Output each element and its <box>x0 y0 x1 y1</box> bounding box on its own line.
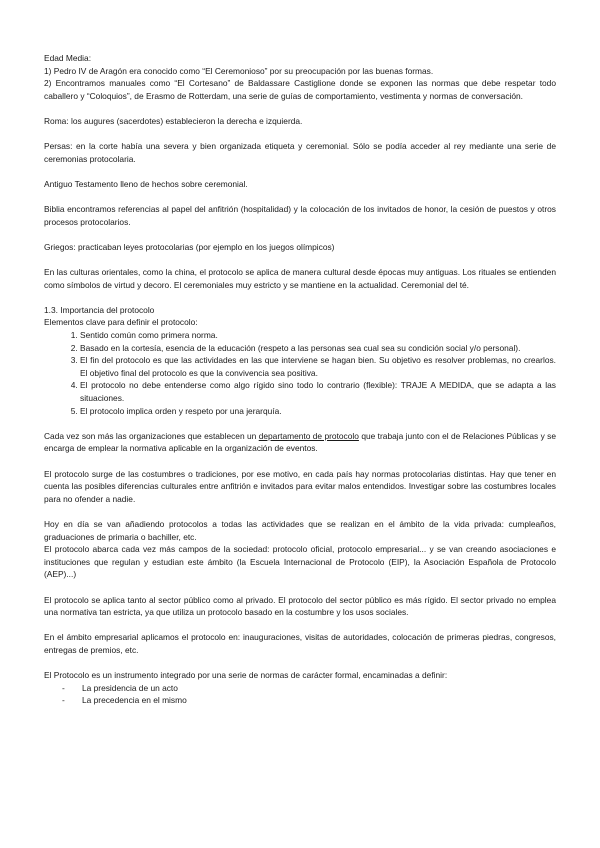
roma-paragraph: Roma: los augures (sacerdotes) establecieron la derecha e izquierda. <box>44 115 303 126</box>
griegos-paragraph: Griegos: practicaban leyes protocolarias (por ejemplo en los juegos olímpicos) <box>44 241 335 252</box>
antiguo-testamento-paragraph: Antiguo Testamento lleno de hechos sobre ceremonial. <box>44 178 248 189</box>
vida-privada-paragraph: Hoy en día se van añadiendo protocolos a todas las actividades que se realizan en el ámbito de la vida privada: cumpleaños, graduaciones de primaria o bachiller, etc. <box>44 518 556 542</box>
list-item: 5. El protocolo implica orden y respeto por una jerarquía. <box>80 405 556 418</box>
campos-paragraph: El protocolo abarca cada vez más campos de la sociedad: protocolo oficial, protocolo empresarial... y se van creando asociaciones e instituciones que regulan y estudian este ámbito (la Escuela Internacional de Protocolo (EIP), la Asociación Española de Protocolo (AEP)...) <box>44 544 556 580</box>
culturas-orientales-paragraph: En las culturas orientales, como la china, el protocolo se aplica de manera cultural desde épocas muy antiguas. Los rituales se entienden como símbolos de virtud y decoro. El ceremoniales muy estricto y se mantiene en la actualidad. Ceremonial del té. <box>44 267 556 290</box>
edad-media-line-2: 2) Encontramos manuales como “El Cortesano” de Baldassare Castiglione donde se exponen las normas que debe respetar todo caballero y “Coloquios”, de Erasmo de Rotterdam, una serie de guías de comportamiento, vestimenta y normas de conversación. <box>44 78 556 101</box>
edad-media-heading: Edad Media: <box>44 53 92 63</box>
list-item: 1. Sentido común como primera norma. <box>80 329 556 342</box>
persas-paragraph: Persas: en la corte había una severa y bien organizada etiqueta y ceremonial. Sólo se podía acceder al rey mediante una serie de ceremonias protocolaria. <box>44 141 556 164</box>
costumbres-paragraph: El protocolo surge de las costumbres o tradiciones, por ese motivo, en cada país hay normas protocolarias distintas. Hay que tener en cuenta las posibles diferencias culturales entre anfitrión e invitados para evitar malos entendidos. Investigar sobre las costumbres locales para no ofender a nadie. <box>44 468 556 504</box>
departamento-protocolo-link[interactable]: departamento de protocolo <box>258 430 359 441</box>
list-item: 4. El protocolo no debe entenderse como algo rígido sino todo lo contrario (flexible): TRAJE A MEDIDA, que se adapta a las situaciones. <box>80 379 556 404</box>
organizaciones-paragraph <box>44 430 556 455</box>
list-item: - La presidencia de un acto <box>44 682 556 695</box>
key-elements-list <box>44 329 556 417</box>
empresarial-paragraph: En el ámbito empresarial aplicamos el protocolo en: inauguraciones, visitas de autoridades, colocación de primeras piedras, congresos, entregas de premios, etc. <box>44 632 556 655</box>
sector-paragraph: El protocolo se aplica tanto al sector público como al privado. El protocolo del sector público es más rígido. El sector privado no emplea una normativa tan estricta, ya que utiliza un protocolo basado en la costumbre y los usos sociales. <box>44 594 556 618</box>
section-intro: Elementos clave para definir el protocolo: <box>44 317 198 328</box>
definicion-list <box>44 682 556 707</box>
biblia-paragraph: Biblia encontramos referencias al papel del anfitrión (hospitalidad) y la colocación de los invitados de honor, la cesión de puestos y otros procesos protocolarios. <box>44 204 556 227</box>
organizaciones-text-after: que trabaja junto con el de Relaciones Públicas y se encarga de emplear la normativa aplicable en la organización de eventos. <box>44 430 556 454</box>
list-item: 3. El fin del protocolo es que las actividades en las que interviene se hagan bien. Su objetivo es resolver problemas, no crearlos. El objetivo final del protocolo es que la convivencia sea positiva. <box>80 354 556 379</box>
list-item: - La precedencia en el mismo <box>44 694 556 707</box>
section-title: 1.3. Importancia del protocolo <box>44 304 155 315</box>
definicion-intro: El Protocolo es un instrumento integrado por una serie de normas de carácter formal, encaminadas a definir: <box>44 670 448 681</box>
organizaciones-text-before: Cada vez son más las organizaciones que establecen un <box>44 430 259 441</box>
edad-media-line-1: 1) Pedro IV de Aragón era conocido como “El Ceremonioso” por su preocupación por las buenas formas. <box>44 65 434 76</box>
list-item: 2. Basado en la cortesía, esencia de la educación (respeto a las personas sea cual sea su condición social y/o personal). <box>80 342 556 355</box>
